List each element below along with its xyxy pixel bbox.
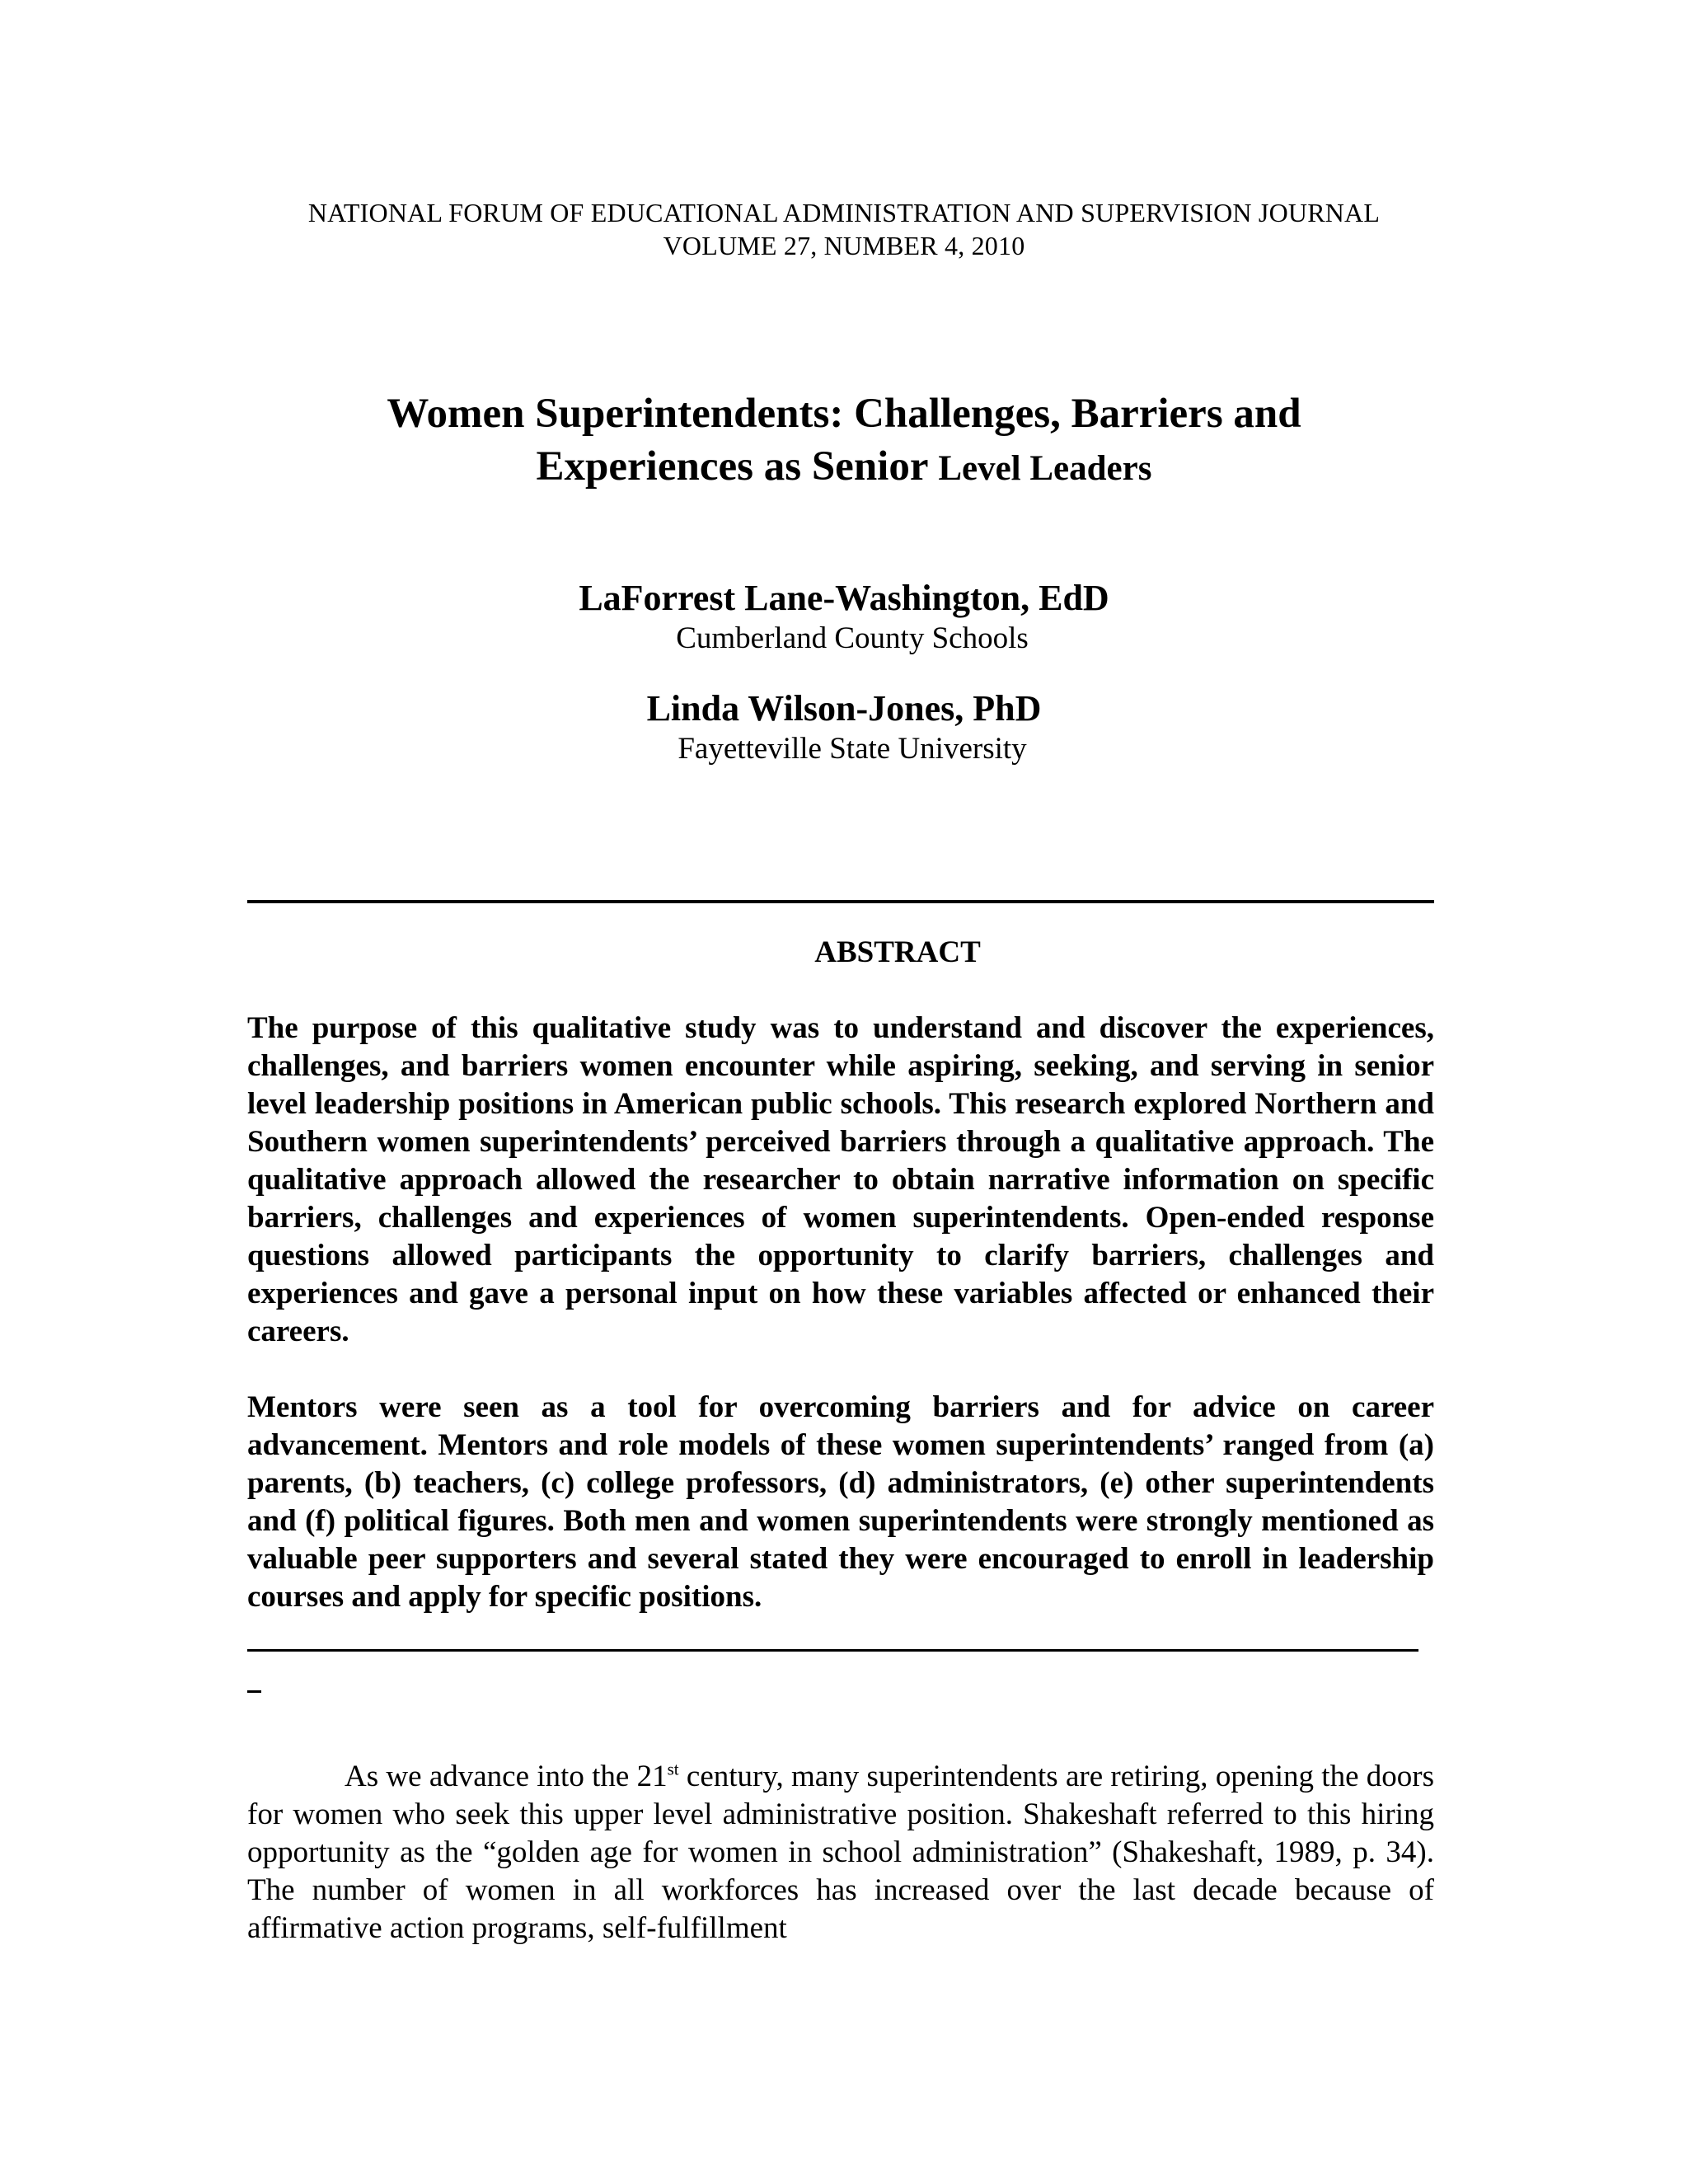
paper-title — [0, 387, 1688, 495]
author-2-name: Linda Wilson-Jones, PhD — [646, 688, 1042, 729]
author-2-affiliation: Fayetteville State University — [678, 732, 1027, 766]
author-1-affiliation: Cumberland County Schools — [676, 621, 1029, 655]
author-1-name: LaForrest Lane-Washington, EdD — [579, 578, 1109, 618]
abstract-paragraph-1: The purpose of this qualitative study was to understand and discover the experiences, challenges, and barriers women encounter while aspiring, seeking, and serving in senior level leadership positions in American public schools. This research explored Northern and Southern women superintendents’ perceived barriers through a qualitative approach. The qualitative approach allowed the researcher to obtain narrative information on specific barriers, challenges and experiences of women superintendents. Open-ended response questions allowed participants the opportunity to clarify barriers, challenges and experiences and gave a personal input on how these variables affected or enhanced their careers. — [247, 1011, 1434, 1348]
title-line-1: Women Superintendents: Challenges, Barriers and — [387, 391, 1301, 437]
intro-text-before: As we advance into the 21 — [345, 1760, 668, 1793]
abstract-top-rule — [247, 900, 1434, 903]
journal-header — [0, 196, 1688, 262]
abstract-bottom-rule — [247, 1649, 1418, 1652]
title-line-2-small: Level Leaders — [938, 449, 1152, 488]
author-1 — [0, 577, 1688, 658]
title-line-2-main: Experiences as Senior — [536, 443, 928, 490]
journal-volume: VOLUME 27, NUMBER 4, 2010 — [663, 231, 1025, 260]
intro-superscript: st — [667, 1759, 679, 1779]
intro-text-after: century, many superintendents are retiring, opening the doors for women who seek this upper level administrative position. Shakeshaft referred to this hiring opportunity as the “golden age for women in school administration” (Shakeshaft, 1989, p. 34). The number of women in all workforces has increased over the last decade because of affirmative action programs, self-fulfillment — [247, 1760, 1435, 1945]
abstract-heading: ABSTRACT — [814, 935, 981, 969]
abstract-paragraph-2: Mentors were seen as a tool for overcoming barriers and for advice on career advancement. Mentors and role models of these women superintendents’ ranged from (a) parents, (b) teachers, (c) college professors, (d) administrators, (e) other superintendents and (f) political figures. Both men and women superintendents were strongly mentioned as valuable peer supporters and several stated they were encouraged to enroll in leadership courses and apply for specific positions. — [247, 1390, 1434, 1614]
body-paragraph-intro — [247, 1758, 1434, 1947]
author-2 — [0, 687, 1688, 768]
title-line-2 — [0, 440, 1688, 495]
rule-continuation-mark — [247, 1690, 261, 1693]
journal-name: NATIONAL FORUM OF EDUCATIONAL ADMINISTRATION AND SUPERVISION JOURNAL — [307, 198, 1381, 227]
